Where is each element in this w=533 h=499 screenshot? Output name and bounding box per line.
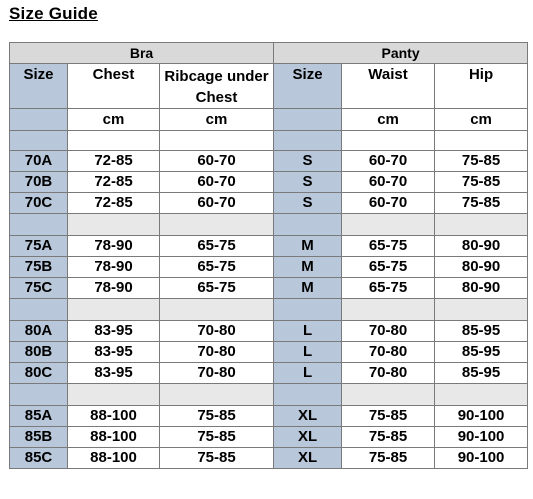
bra-size-cell: 75A [10,236,68,257]
ribcage-cell: 75-85 [160,448,274,469]
hip-cell: 90-100 [435,427,528,448]
hip-header: Hip [435,64,528,109]
hip-unit: cm [435,109,528,131]
size-guide-table [9,42,528,469]
bra-size-unit-cell [10,109,68,131]
table-row [10,278,528,299]
ribcage-cell: 65-75 [160,257,274,278]
hip-cell: 90-100 [435,448,528,469]
waist-cell: 65-75 [342,278,435,299]
chest-cell: 83-95 [68,363,160,384]
panty-size-cell: M [274,236,342,257]
ribcage-cell: 70-80 [160,321,274,342]
bra-size-cell: 70B [10,172,68,193]
group-separator-row [10,384,528,406]
page-title: Size Guide [9,4,98,23]
bra-size-cell: 85C [10,448,68,469]
chest-cell: 72-85 [68,193,160,214]
ribcage-header: Ribcage under Chest [160,64,274,109]
hip-cell: 80-90 [435,236,528,257]
bra-size-cell: 80A [10,321,68,342]
panty-size-cell: M [274,278,342,299]
panty-size-cell: M [274,257,342,278]
chest-cell: 88-100 [68,406,160,427]
table-row [10,151,528,172]
ribcage-cell: 60-70 [160,151,274,172]
table-row [10,363,528,384]
table-row [10,342,528,363]
panty-size-unit-cell [274,109,342,131]
chest-cell: 72-85 [68,151,160,172]
waist-cell: 75-85 [342,406,435,427]
waist-cell: 60-70 [342,172,435,193]
chest-cell: 78-90 [68,236,160,257]
group-header-row [10,43,528,64]
waist-cell: 65-75 [342,257,435,278]
table-row [10,172,528,193]
column-header-row [10,64,528,109]
hip-cell: 85-95 [435,363,528,384]
chest-cell: 72-85 [68,172,160,193]
bra-size-cell: 75B [10,257,68,278]
blank-row [10,131,528,151]
panty-size-cell: S [274,151,342,172]
table-row [10,236,528,257]
panty-size-cell: L [274,363,342,384]
bra-size-cell: 85A [10,406,68,427]
ribcage-cell: 65-75 [160,236,274,257]
panty-size-cell: L [274,342,342,363]
hip-cell: 85-95 [435,321,528,342]
chest-cell: 83-95 [68,342,160,363]
hip-cell: 85-95 [435,342,528,363]
table-row [10,193,528,214]
chest-cell: 88-100 [68,448,160,469]
waist-cell: 65-75 [342,236,435,257]
waist-cell: 70-80 [342,342,435,363]
chest-cell: 78-90 [68,257,160,278]
bra-size-cell: 70A [10,151,68,172]
waist-cell: 75-85 [342,448,435,469]
waist-unit: cm [342,109,435,131]
hip-cell: 80-90 [435,257,528,278]
ribcage-cell: 65-75 [160,278,274,299]
table-row [10,448,528,469]
bra-size-cell: 70C [10,193,68,214]
ribcage-cell: 70-80 [160,363,274,384]
bra-size-cell: 85B [10,427,68,448]
chest-cell: 78-90 [68,278,160,299]
panty-size-cell: XL [274,448,342,469]
group-separator-row [10,214,528,236]
panty-size-cell: XL [274,406,342,427]
table-row [10,257,528,278]
table-row [10,406,528,427]
chest-cell: 88-100 [68,427,160,448]
ribcage-cell: 60-70 [160,193,274,214]
bra-size-header: Size [10,64,68,109]
table-row [10,427,528,448]
waist-cell: 60-70 [342,193,435,214]
panty-group-label: Panty [274,43,528,64]
chest-header: Chest [68,64,160,109]
hip-cell: 80-90 [435,278,528,299]
chest-cell: 83-95 [68,321,160,342]
bra-size-cell: 80B [10,342,68,363]
units-row [10,109,528,131]
ribcage-unit: cm [160,109,274,131]
bra-size-cell: 80C [10,363,68,384]
panty-size-cell: S [274,172,342,193]
ribcage-cell: 60-70 [160,172,274,193]
waist-cell: 70-80 [342,321,435,342]
panty-size-cell: S [274,193,342,214]
table-row [10,321,528,342]
panty-size-cell: XL [274,427,342,448]
waist-cell: 60-70 [342,151,435,172]
group-separator-row [10,299,528,321]
panty-size-cell: L [274,321,342,342]
ribcage-cell: 70-80 [160,342,274,363]
hip-cell: 90-100 [435,406,528,427]
bra-group-label: Bra [10,43,274,64]
ribcage-cell: 75-85 [160,406,274,427]
waist-cell: 70-80 [342,363,435,384]
waist-cell: 75-85 [342,427,435,448]
hip-cell: 75-85 [435,151,528,172]
panty-size-header: Size [274,64,342,109]
ribcage-cell: 75-85 [160,427,274,448]
hip-cell: 75-85 [435,193,528,214]
hip-cell: 75-85 [435,172,528,193]
bra-size-cell: 75C [10,278,68,299]
waist-header: Waist [342,64,435,109]
chest-unit: cm [68,109,160,131]
